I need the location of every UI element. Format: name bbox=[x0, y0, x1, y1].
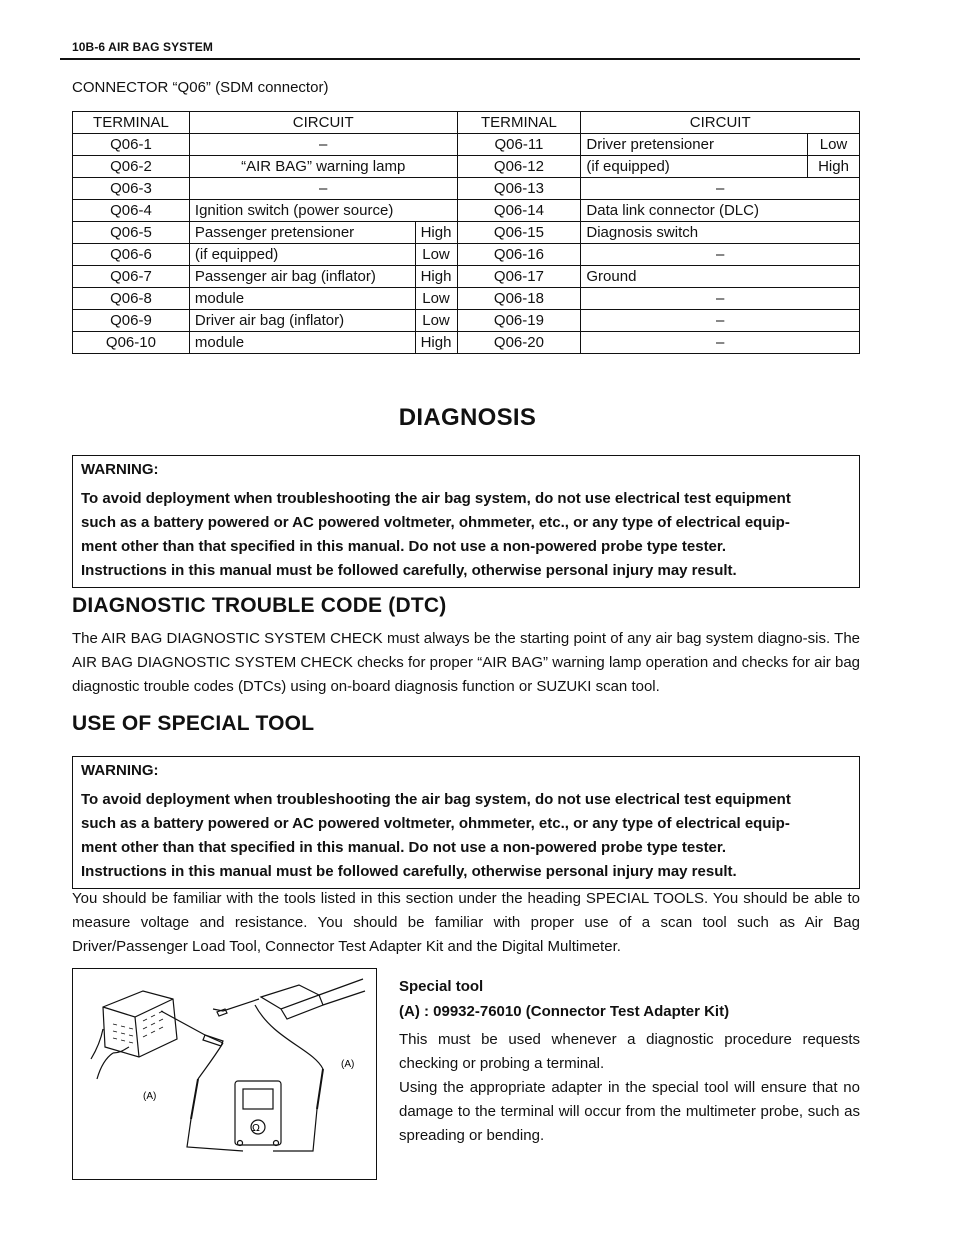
header-circuit: CIRCUIT bbox=[581, 112, 860, 134]
circuit-level-cell: High bbox=[415, 266, 457, 288]
warning-line: To avoid deployment when troubleshooting the air bag system, do not use electrical test equipment bbox=[81, 791, 791, 808]
terminal-cell: Q06-4 bbox=[73, 200, 190, 222]
figure-label-a: (A) bbox=[143, 1091, 157, 1102]
table-row bbox=[73, 266, 860, 288]
warning-line: such as a battery powered or AC powered voltmeter, ohmmeter, etc., or any type of electrical equip- bbox=[81, 514, 790, 531]
circuit-cell: Diagnosis switch bbox=[581, 222, 860, 244]
terminal-cell: Q06-15 bbox=[457, 222, 581, 244]
terminal-cell: Q06-10 bbox=[73, 332, 190, 354]
circuit-cell: Data link connector (DLC) bbox=[581, 200, 860, 222]
special-tool-label: Special tool bbox=[399, 978, 484, 995]
connector-caption: CONNECTOR “Q06” (SDM connector) bbox=[72, 79, 329, 96]
circuit-cell: Ignition switch (power source) bbox=[189, 200, 457, 222]
terminal-cell: Q06-7 bbox=[73, 266, 190, 288]
table-row bbox=[73, 288, 860, 310]
circuit-level-cell: Low bbox=[415, 288, 457, 310]
circuit-level-cell: High bbox=[415, 222, 457, 244]
table-row bbox=[73, 222, 860, 244]
warning-line: ment other than that specified in this manual. Do not use a non-powered probe type tester. bbox=[81, 839, 727, 856]
circuit-cell: – bbox=[189, 134, 457, 156]
warning-line: To avoid deployment when troubleshooting the air bag system, do not use electrical test equipment bbox=[81, 490, 791, 507]
terminal-cell: Q06-6 bbox=[73, 244, 190, 266]
circuit-level-cell: High bbox=[415, 332, 457, 354]
circuit-cell: Driver pretensioner bbox=[581, 134, 808, 156]
terminal-cell: Q06-16 bbox=[457, 244, 581, 266]
terminal-cell: Q06-12 bbox=[457, 156, 581, 178]
multimeter-probe-illustration bbox=[73, 969, 376, 1179]
circuit-level-cell: High bbox=[808, 156, 860, 178]
terminal-cell: Q06-17 bbox=[457, 266, 581, 288]
special-tool-id: (A) : 09932-76010 (Connector Test Adapter Kit) bbox=[399, 1003, 730, 1020]
terminal-cell: Q06-19 bbox=[457, 310, 581, 332]
terminal-cell: Q06-9 bbox=[73, 310, 190, 332]
warning-box bbox=[72, 455, 860, 588]
table-header-row bbox=[73, 112, 860, 134]
circuit-cell: – bbox=[581, 332, 860, 354]
circuit-level-cell: Low bbox=[415, 244, 457, 266]
terminal-cell: Q06-11 bbox=[457, 134, 581, 156]
header-terminal: TERMINAL bbox=[73, 112, 190, 134]
special-tool-paragraph: You should be familiar with the tools listed in this section under the heading SPECIAL TOOLS. You should be able to measure voltage and resistance. You should be familiar with proper use of a scan tool such as Air Bag Driver/Passenger Load Tool, Connector Test Adapter Kit and the Digital Multimeter. bbox=[72, 890, 860, 955]
warning-line: such as a battery powered or AC powered voltmeter, ohmmeter, etc., or any type of electrical equip- bbox=[81, 815, 790, 832]
tool-figure bbox=[72, 968, 377, 1180]
circuit-cell: Passenger pretensioner bbox=[189, 222, 415, 244]
tool-description: This must be used whenever a diagnostic procedure requests checking or probing a terminal. bbox=[399, 1031, 860, 1072]
warning-line: ment other than that specified in this manual. Do not use a non-powered probe type tester. bbox=[81, 538, 727, 555]
terminal-cell: Q06-3 bbox=[73, 178, 190, 200]
circuit-cell: (if equipped) bbox=[189, 244, 415, 266]
circuit-cell: “AIR BAG” warning lamp bbox=[189, 156, 457, 178]
diagnosis-title: DIAGNOSIS bbox=[398, 404, 537, 431]
figure-label-a: (A) bbox=[341, 1059, 355, 1070]
table-row bbox=[73, 200, 860, 222]
table-row bbox=[73, 134, 860, 156]
dtc-paragraph: The AIR BAG DIAGNOSTIC SYSTEM CHECK must always be the starting point of any air bag system diagno-sis. The AIR BAG DIAGNOSTIC SYSTEM CHECK checks for proper “AIR BAG” warning lamp operation and checks for air bag diagnostic trouble codes (DTCs) using on-board diagnosis function or SUZUKI scan tool. bbox=[72, 630, 860, 695]
tool-description: Using the appropriate adapter in the special tool will ensure that no damage to the terminal will occur from the multimeter probe, such as spreading or bending. bbox=[399, 1079, 860, 1144]
circuit-cell: – bbox=[189, 178, 457, 200]
circuit-cell: – bbox=[581, 310, 860, 332]
terminal-cell: Q06-2 bbox=[73, 156, 190, 178]
circuit-cell: – bbox=[581, 178, 860, 200]
connector-table bbox=[72, 111, 860, 354]
terminal-cell: Q06-1 bbox=[73, 134, 190, 156]
special-tool-heading: USE OF SPECIAL TOOL bbox=[72, 712, 315, 735]
circuit-level-cell: Low bbox=[808, 134, 860, 156]
circuit-cell: module bbox=[189, 332, 415, 354]
section-header: 10B-6 AIR BAG SYSTEM bbox=[72, 40, 213, 54]
circuit-cell: Passenger air bag (inflator) bbox=[189, 266, 415, 288]
warning-title: WARNING: bbox=[81, 461, 159, 478]
table-row bbox=[73, 178, 860, 200]
warning-title: WARNING: bbox=[81, 762, 159, 779]
terminal-cell: Q06-5 bbox=[73, 222, 190, 244]
circuit-cell: module bbox=[189, 288, 415, 310]
circuit-cell: Driver air bag (inflator) bbox=[189, 310, 415, 332]
header-terminal: TERMINAL bbox=[457, 112, 581, 134]
terminal-cell: Q06-13 bbox=[457, 178, 581, 200]
circuit-cell: Ground bbox=[581, 266, 860, 288]
circuit-cell: – bbox=[581, 244, 860, 266]
terminal-cell: Q06-14 bbox=[457, 200, 581, 222]
warning-box bbox=[72, 756, 860, 889]
table-row bbox=[73, 156, 860, 178]
svg-text:Ω: Ω bbox=[252, 1123, 260, 1134]
header-rule bbox=[60, 58, 860, 60]
table-row bbox=[73, 244, 860, 266]
table-row bbox=[73, 332, 860, 354]
terminal-cell: Q06-8 bbox=[73, 288, 190, 310]
circuit-level-cell: Low bbox=[415, 310, 457, 332]
header-circuit: CIRCUIT bbox=[189, 112, 457, 134]
table-row bbox=[73, 310, 860, 332]
circuit-cell: (if equipped) bbox=[581, 156, 808, 178]
terminal-cell: Q06-18 bbox=[457, 288, 581, 310]
circuit-cell: – bbox=[581, 288, 860, 310]
warning-line: Instructions in this manual must be followed carefully, otherwise personal injury may result. bbox=[81, 562, 737, 579]
terminal-cell: Q06-20 bbox=[457, 332, 581, 354]
dtc-heading: DIAGNOSTIC TROUBLE CODE (DTC) bbox=[72, 594, 447, 617]
warning-line: Instructions in this manual must be followed carefully, otherwise personal injury may result. bbox=[81, 863, 737, 880]
